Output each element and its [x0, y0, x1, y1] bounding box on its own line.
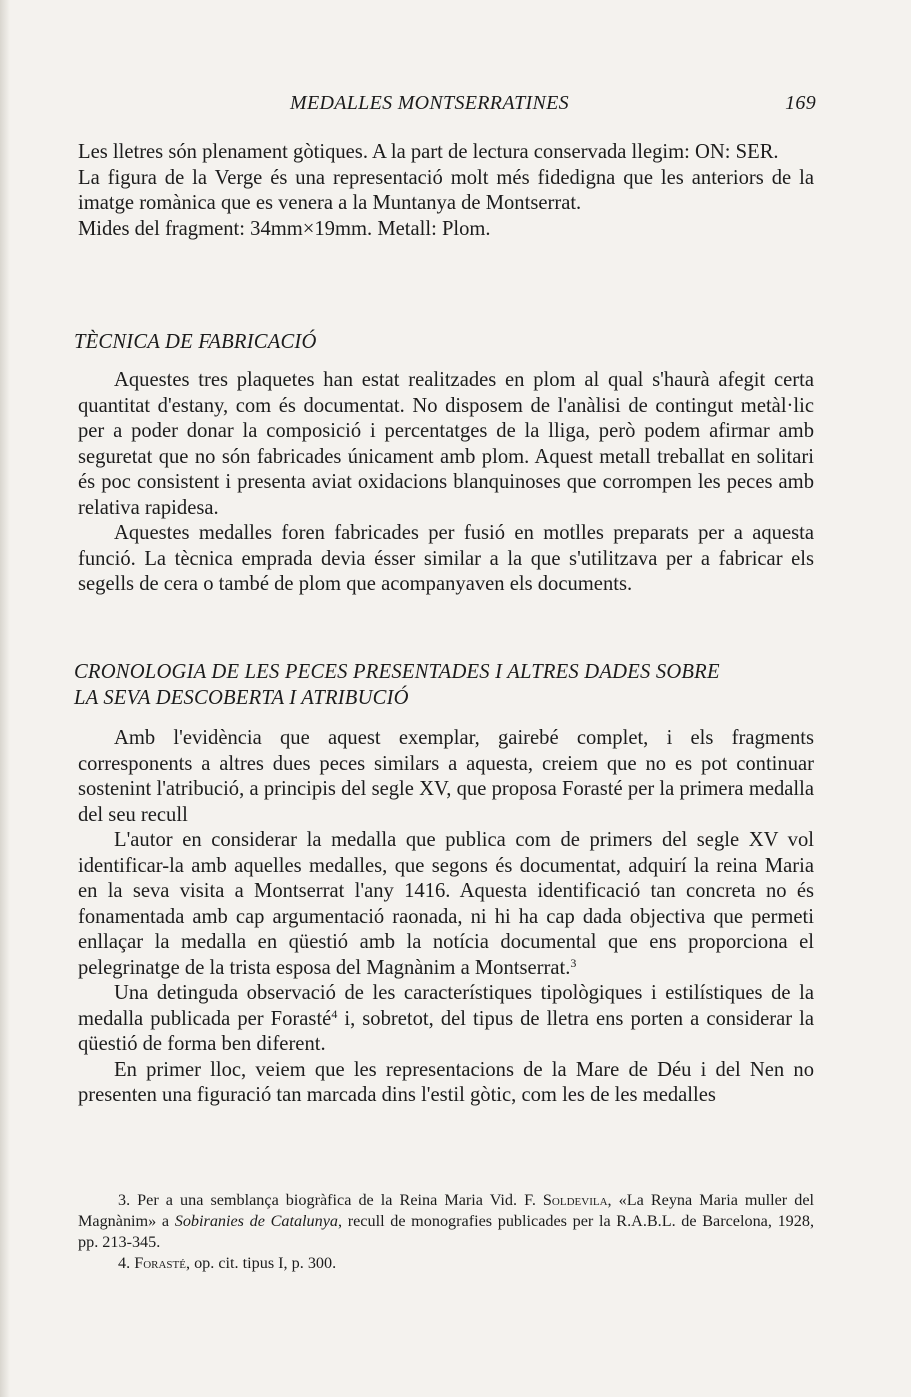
footnote-4-author: Forasté [134, 1254, 186, 1272]
running-head [76, 92, 816, 118]
intro-paragraph-1: Les lletres són plenament gòtiques. A la part de lectura conservada llegim: ON: SER. [78, 141, 779, 163]
footnote-ref-3[interactable]: 3 [570, 955, 577, 970]
footnote-4-text-a: 4. [118, 1254, 135, 1272]
footnote-3 [78, 1190, 814, 1253]
intro-paragraph-2: La figura de la Verge és una representació molt més fidedigna que les anteriors de la imatge romànica que es venera a la Muntanya de Montserrat. [78, 166, 814, 214]
section-heading-chronology [74, 660, 818, 711]
footnote-4 [78, 1253, 814, 1274]
footnote-4-text-b: , op. cit. tipus I, p. 300. [185, 1254, 337, 1272]
section-chronology-body [78, 726, 814, 1109]
chronology-paragraph-1: Amb l'evidència que aquest exemplar, gairebé complet, i els fragments corresponents a altres dues peces similars a aquesta, creiem que no es pot continuar sostenint l'atribució, a principis del segle XV, que proposa Forasté per la primera medalla del seu recull [78, 727, 814, 826]
page-edge-shadow [0, 0, 10, 1397]
technique-paragraph-1: Aquestes tres plaquetes han estat realitzades en plom al qual s'haurà afegit certa quantitat d'estany, com és documentat. No disposem de l'anàlisi de contingut metàl·lic per a poder donar la composició i percentatges de la lliga, però podem afirmar amb seguretat que no són fabricades únicament amb plom. Aquest metall treballat en solitari és poc consistent i presenta aviat oxidacions blanquinoses que corrompen les peces amb relativa rapidesa. [78, 369, 814, 519]
intro-paragraph-3: Mides del fragment: 34mm×19mm. Metall: Plom. [78, 217, 491, 240]
chronology-paragraph-3-text-b: i, sobretot, del tipus de lletra ens porten a considerar la qüestió de forma ben diferent. [78, 1007, 814, 1055]
chronology-heading-line-1: CRONOLOGIA DE LES PECES PRESENTADES I ALTRES DADES SOBRE [74, 661, 720, 683]
chronology-paragraph-3-text-a: Una detinguda observació de les característiques tipològiques i estilístiques de la medalla publicada per Forasté [78, 982, 814, 1030]
running-title: MEDALLES MONTSERRATINES [290, 92, 569, 114]
footnote-ref-4[interactable]: 4 [331, 1006, 338, 1021]
footnote-3-text-c: , recull de monografies publicades per la R.A.B.L. de Barcelona, 1928, pp. 213-345. [78, 1212, 814, 1251]
section-heading-technique: TÈCNICA DE FABRICACIÓ [74, 331, 317, 353]
footnote-3-work-title: Sobiranies de Catalunya [174, 1212, 339, 1230]
technique-paragraph-2: Aquestes medalles foren fabricades per fusió en motlles preparats per a aquesta funció. La tècnica emprada devia ésser similar a la que s'utilitzava per a fabricar els segells de cera o també de plom que acompanyaven els documents. [78, 522, 814, 595]
intro-block [78, 140, 814, 242]
footnotes [78, 1190, 814, 1274]
footnote-3-author: Soldevila [542, 1191, 608, 1209]
chronology-paragraph-3 [78, 981, 814, 1058]
chronology-paragraph-4: En primer lloc, veiem que les representacions de la Mare de Déu i del Nen no presenten una figuració tan marcada dins l'estil gòtic, com les de les medalles [78, 1058, 814, 1106]
chronology-paragraph-2 [78, 828, 814, 981]
section-technique-body [78, 368, 814, 598]
chronology-paragraph-2-text: L'autor en considerar la medalla que publica com de primers del segle XV vol identificar-la amb aquelles medalles, que segons és documentat, adquirí la reina Maria en la seva visita a Montserrat l'any 1416. Aquesta identificació tan concreta no és fonamentada amb cap argumentació raonada, ni hi ha cap dada objectiva que permeti enllaçar la medalla en qüestió amb la notícia documental que ens proporciona el pelegrinatge de la trista esposa del Magnànim a Montserrat. [78, 829, 814, 979]
footnote-3-text-b: , «La Reyna Maria muller del Magnànim» a [78, 1191, 815, 1230]
footnote-3-text-a: 3. Per a una semblança biogràfica de la Reina Maria Vid. F. [118, 1191, 543, 1209]
chronology-heading-line-2: LA SEVA DESCOBERTA I ATRIBUCIÓ [74, 686, 409, 709]
page-number: 169 [785, 92, 816, 114]
